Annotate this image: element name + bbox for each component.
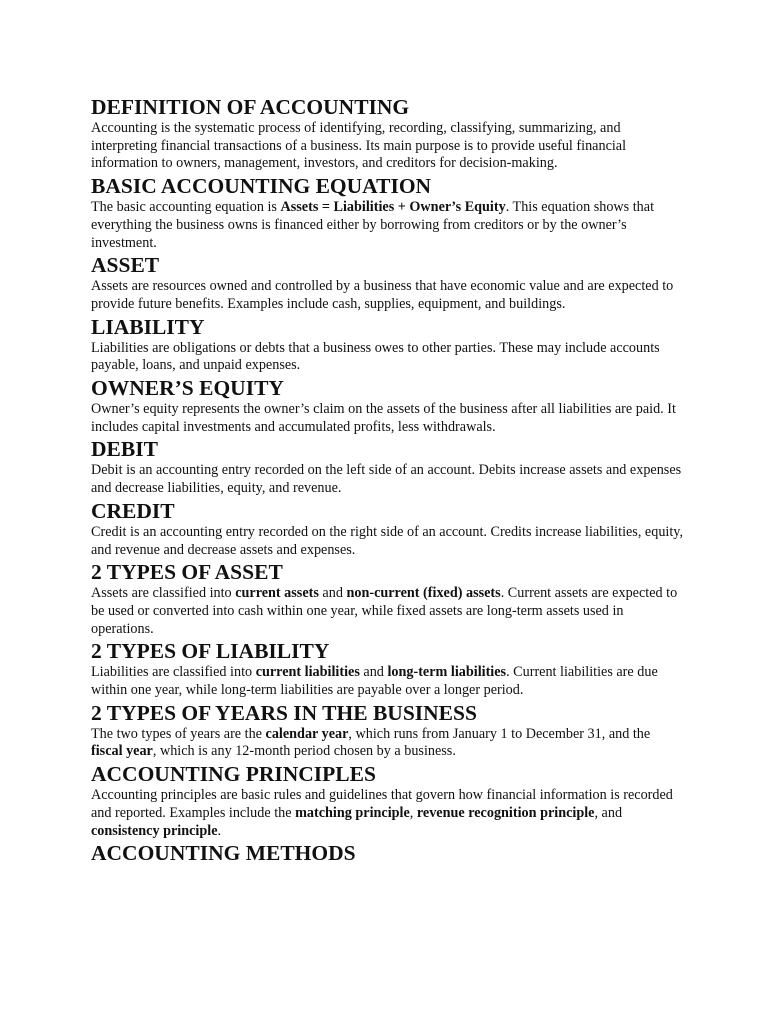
section-paragraph	[91, 462, 683, 497]
text-run: .	[217, 822, 222, 839]
section	[91, 560, 683, 638]
section-paragraph	[91, 401, 683, 436]
text-run: and	[318, 585, 347, 602]
text-run: ,	[409, 804, 417, 821]
document-body	[91, 95, 683, 866]
bold-term: current liabilities	[255, 664, 360, 681]
section-heading: OWNER’S EQUITY	[91, 376, 284, 401]
section-heading: DEBIT	[91, 437, 158, 462]
section-paragraph	[91, 278, 683, 313]
section	[91, 174, 683, 252]
text-run: Liabilities are obligations or debts that a business owes to other parties. These may include accounts payable, loans, and unpaid expenses.	[91, 339, 660, 374]
section	[91, 437, 683, 497]
section-heading: ASSET	[91, 253, 160, 278]
text-run: . Current liabilities are due within one year, while long-term liabilities are payable over a longer period.	[91, 664, 658, 699]
section-heading: ACCOUNTING PRINCIPLES	[91, 762, 376, 787]
section	[91, 376, 683, 436]
section-heading: 2 TYPES OF ASSET	[91, 560, 283, 585]
section-paragraph	[91, 340, 683, 375]
bold-term: fiscal year	[91, 743, 153, 760]
text-run: The basic accounting equation is	[91, 199, 281, 216]
text-run: Assets are classified into	[91, 585, 236, 602]
section-heading: 2 TYPES OF YEARS IN THE BUSINESS	[91, 700, 477, 725]
section	[91, 762, 683, 840]
section-paragraph	[91, 787, 683, 840]
bold-term: calendar year	[265, 725, 349, 742]
text-run: , which runs from January 1 to December 31, and the	[348, 725, 651, 742]
text-run: and	[359, 664, 388, 681]
bold-term: Assets = Liabilities + Owner’s Equity	[280, 199, 506, 216]
section	[91, 701, 683, 761]
section	[91, 253, 683, 313]
bold-term: matching principle	[295, 804, 410, 821]
text-run: , and	[594, 804, 623, 821]
section-paragraph	[91, 120, 683, 173]
text-run: Accounting principles are basic rules and guidelines that govern how financial information is recorded and reported. Examples include the	[91, 787, 673, 821]
section	[91, 841, 683, 866]
section-heading: LIABILITY	[91, 314, 205, 339]
text-run: Credit is an accounting entry recorded on the right side of an account. Credits increase liabilities, equity, and revenue and decrease assets and expenses.	[91, 523, 684, 558]
section-heading: BASIC ACCOUNTING EQUATION	[91, 174, 432, 199]
text-run: , which is any 12-month period chosen by a business.	[152, 743, 456, 760]
text-run: Debit is an accounting entry recorded on the left side of an account. Debits increase assets and expenses and decrease liabilities, equity, and revenue.	[91, 462, 682, 497]
section	[91, 639, 683, 699]
section-heading: DEFINITION OF ACCOUNTING	[91, 95, 410, 119]
text-run: The two types of years are the	[91, 725, 266, 742]
text-run: Accounting is the systematic process of identifying, recording, classifying, summarizing, and interpreting financial transactions of a business. Its main purpose is to provide useful financial information to owners, management, investors, and creditors for decision-making.	[91, 120, 627, 172]
text-run: . Current assets are expected to be used or converted into cash within one year, while fixed assets are long-term assets used in operations.	[91, 585, 678, 637]
text-run: Assets are resources owned and controlled by a business that have economic value and are expected to provide future benefits. Examples include cash, supplies, equipment, and buildings.	[91, 278, 674, 312]
text-run: Owner’s equity represents the owner’s claim on the assets of the business after all liabilities are paid. It includes capital investments and accumulated profits, less withdrawals.	[91, 401, 676, 435]
bold-term: long-term liabilities	[387, 664, 507, 681]
section-paragraph	[91, 664, 683, 699]
bold-term: non-current (fixed) assets	[346, 585, 501, 602]
section	[91, 499, 683, 559]
section	[91, 95, 683, 173]
bold-term: revenue recognition principle	[416, 804, 595, 821]
bold-term: consistency principle	[91, 822, 218, 839]
section	[91, 315, 683, 375]
text-run: . This equation shows that everything the business owns is financed either by borrowing from creditors or by the owner’s investment.	[91, 199, 655, 251]
bold-term: current assets	[235, 585, 319, 602]
section-paragraph	[91, 199, 683, 252]
section-heading: CREDIT	[91, 498, 175, 523]
section-heading: ACCOUNTING METHODS	[91, 841, 356, 866]
section-heading: 2 TYPES OF LIABILITY	[91, 639, 330, 664]
section-paragraph	[91, 585, 683, 638]
section-paragraph	[91, 726, 683, 761]
text-run: Liabilities are classified into	[91, 664, 256, 681]
section-paragraph	[91, 524, 683, 559]
